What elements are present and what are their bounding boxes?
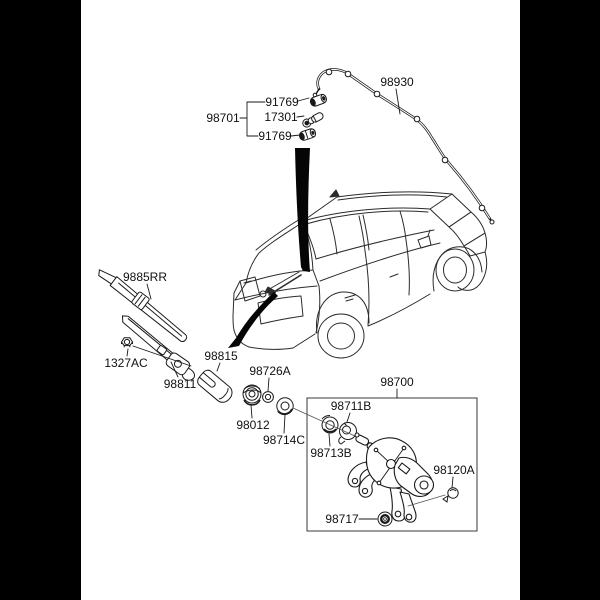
- label-98700: 98700: [380, 375, 414, 389]
- label-98713b: 98713B: [310, 446, 352, 460]
- door-handle-rear: [345, 295, 355, 301]
- pointer-wedges: [228, 148, 310, 348]
- grommet-98713b: [322, 415, 338, 433]
- hood: [449, 212, 485, 246]
- label-98726a: 98726A: [249, 364, 291, 378]
- label-91769-upper: 91769: [265, 95, 299, 109]
- label-98711b: 98711B: [330, 399, 372, 413]
- label-98811: 98811: [163, 377, 197, 391]
- label-98701: 98701: [206, 111, 240, 125]
- pivot-cap-98012: [243, 385, 261, 405]
- label-91769-lower: 91769: [258, 129, 292, 143]
- windshield: [430, 194, 471, 227]
- wedge-nozzle-to-glass: [295, 148, 310, 272]
- door-handle-front: [390, 274, 398, 277]
- wiper-arm: [113, 313, 201, 383]
- pillarbox-left: [0, 0, 81, 600]
- label-1327ac: 1327AC: [104, 356, 148, 370]
- nozzle-valve-part: [301, 111, 324, 128]
- label-17301: 17301: [264, 110, 298, 124]
- headlamp: [464, 233, 487, 256]
- label-98714c: 98714C: [262, 433, 306, 447]
- roof-antenna: [330, 190, 339, 197]
- nozzle-bracket: [240, 102, 265, 136]
- wedge-pivot-to-arm: [228, 292, 278, 348]
- label-98012: 98012: [236, 418, 270, 432]
- hose-clips: [326, 69, 485, 211]
- label-9885rr: 9885RR: [122, 270, 168, 284]
- label-98930: 98930: [380, 75, 414, 89]
- nozzle-parts: [298, 93, 327, 141]
- label-98717: 98717: [325, 512, 359, 526]
- label-98120a: 98120A: [433, 463, 475, 477]
- label-98815: 98815: [204, 349, 238, 363]
- pivot-cover-cap: [195, 368, 235, 406]
- rear-wheel: [318, 314, 364, 358]
- front-wheel: [436, 249, 474, 291]
- rear-wheel-arch: [317, 292, 369, 333]
- bush-cap-98711b: [339, 423, 357, 445]
- tail-lamp: [240, 277, 260, 301]
- nozzle-seal-upper-part: [309, 93, 327, 107]
- front-wheel-arch: [433, 247, 482, 291]
- small-washer-98726a: [263, 392, 274, 403]
- nozzle-seal-lower-part: [298, 128, 316, 142]
- vehicle-illustration: [233, 190, 487, 358]
- motor-grommet-98717: [378, 512, 392, 526]
- washer-hose: [313, 69, 494, 224]
- on-glass-wiper: [260, 272, 301, 297]
- pivot-washer-98714c: [277, 398, 293, 414]
- wiper-motor-assembly: [293, 408, 445, 522]
- arm-nut: [122, 338, 133, 347]
- license-recess: [258, 296, 303, 324]
- pillarbox-right: [520, 0, 600, 600]
